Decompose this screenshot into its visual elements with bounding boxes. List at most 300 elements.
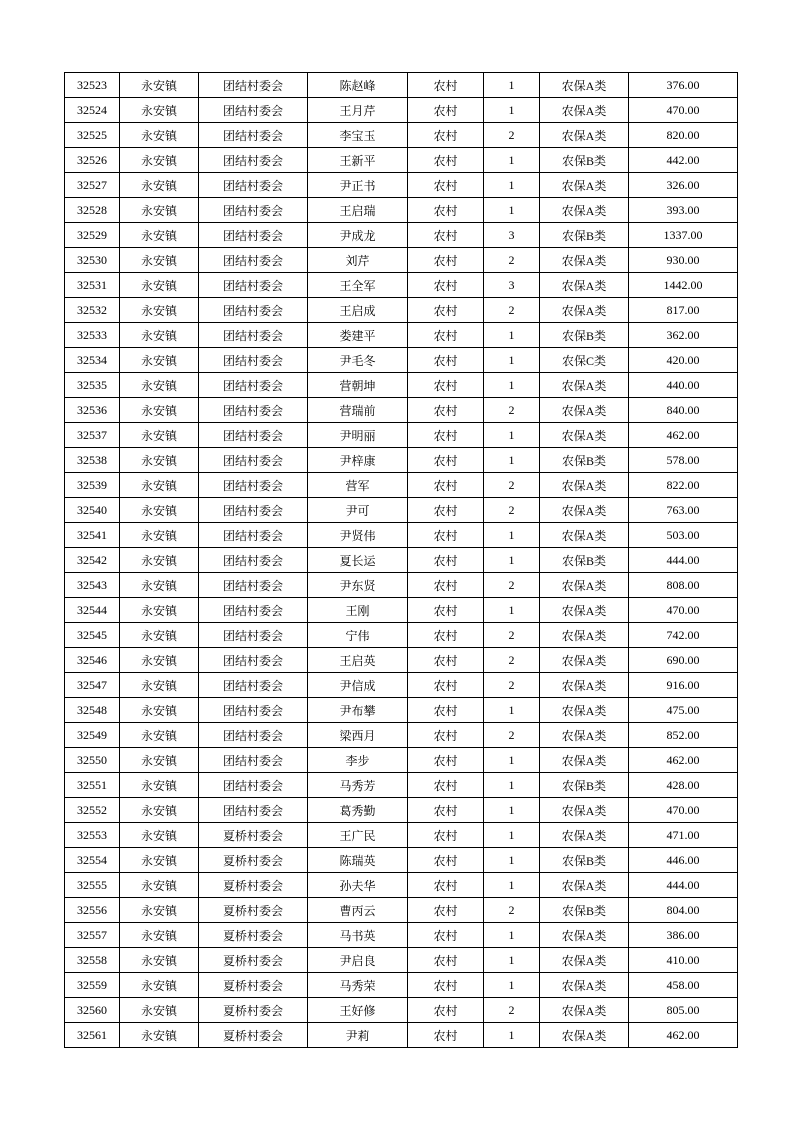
table-row	[65, 748, 738, 773]
table-row	[65, 373, 738, 398]
cell-record-id: 32531	[65, 273, 120, 298]
cell-person-name: 尹布攀	[308, 698, 408, 723]
cell-residence-type: 农村	[408, 373, 484, 398]
cell-person-name: 尹莉	[308, 1023, 408, 1048]
cell-person-count: 2	[484, 648, 540, 673]
cell-record-id: 32523	[65, 73, 120, 98]
cell-person-count: 3	[484, 273, 540, 298]
cell-insurance-category: 农保A类	[540, 923, 629, 948]
cell-record-id: 32561	[65, 1023, 120, 1048]
cell-insurance-category: 农保B类	[540, 548, 629, 573]
cell-residence-type: 农村	[408, 298, 484, 323]
cell-person-name: 尹启良	[308, 948, 408, 973]
table-row	[65, 698, 738, 723]
cell-amount: 916.00	[629, 673, 738, 698]
cell-person-count: 1	[484, 423, 540, 448]
cell-insurance-category: 农保A类	[540, 423, 629, 448]
cell-amount: 440.00	[629, 373, 738, 398]
cell-amount: 578.00	[629, 448, 738, 473]
cell-amount: 475.00	[629, 698, 738, 723]
cell-record-id: 32540	[65, 498, 120, 523]
cell-person-name: 宁伟	[308, 623, 408, 648]
cell-residence-type: 农村	[408, 498, 484, 523]
cell-village-committee: 团结村委会	[199, 798, 308, 823]
cell-village-committee: 团结村委会	[199, 723, 308, 748]
cell-residence-type: 农村	[408, 898, 484, 923]
cell-person-name: 王新平	[308, 148, 408, 173]
cell-record-id: 32537	[65, 423, 120, 448]
cell-insurance-category: 农保A类	[540, 973, 629, 998]
cell-village-committee: 夏桥村委会	[199, 823, 308, 848]
cell-village-committee: 团结村委会	[199, 98, 308, 123]
cell-person-name: 尹可	[308, 498, 408, 523]
cell-person-count: 2	[484, 723, 540, 748]
cell-insurance-category: 农保A类	[540, 98, 629, 123]
cell-amount: 446.00	[629, 848, 738, 873]
cell-town: 永安镇	[120, 148, 199, 173]
cell-insurance-category: 农保A类	[540, 723, 629, 748]
cell-person-name: 陈赵峰	[308, 73, 408, 98]
cell-person-count: 1	[484, 798, 540, 823]
cell-person-count: 1	[484, 348, 540, 373]
cell-record-id: 32534	[65, 348, 120, 373]
table-row	[65, 798, 738, 823]
cell-village-committee: 夏桥村委会	[199, 898, 308, 923]
cell-person-count: 2	[484, 998, 540, 1023]
cell-record-id: 32528	[65, 198, 120, 223]
cell-person-count: 1	[484, 1023, 540, 1048]
cell-record-id: 32526	[65, 148, 120, 173]
table-row	[65, 148, 738, 173]
cell-record-id: 32546	[65, 648, 120, 673]
cell-insurance-category: 农保A类	[540, 673, 629, 698]
cell-record-id: 32554	[65, 848, 120, 873]
cell-town: 永安镇	[120, 248, 199, 273]
cell-person-count: 1	[484, 773, 540, 798]
cell-record-id: 32552	[65, 798, 120, 823]
cell-town: 永安镇	[120, 648, 199, 673]
cell-village-committee: 夏桥村委会	[199, 973, 308, 998]
cell-amount: 376.00	[629, 73, 738, 98]
cell-insurance-category: 农保A类	[540, 523, 629, 548]
cell-amount: 1337.00	[629, 223, 738, 248]
cell-insurance-category: 农保B类	[540, 898, 629, 923]
cell-residence-type: 农村	[408, 473, 484, 498]
cell-insurance-category: 农保A类	[540, 198, 629, 223]
cell-insurance-category: 农保A类	[540, 623, 629, 648]
cell-residence-type: 农村	[408, 648, 484, 673]
cell-residence-type: 农村	[408, 873, 484, 898]
cell-record-id: 32538	[65, 448, 120, 473]
cell-record-id: 32530	[65, 248, 120, 273]
cell-residence-type: 农村	[408, 848, 484, 873]
cell-insurance-category: 农保B类	[540, 848, 629, 873]
cell-amount: 503.00	[629, 523, 738, 548]
table-row	[65, 773, 738, 798]
table-row	[65, 473, 738, 498]
cell-town: 永安镇	[120, 623, 199, 648]
cell-town: 永安镇	[120, 798, 199, 823]
cell-insurance-category: 农保A类	[540, 173, 629, 198]
cell-residence-type: 农村	[408, 698, 484, 723]
cell-amount: 471.00	[629, 823, 738, 848]
cell-insurance-category: 农保A类	[540, 823, 629, 848]
cell-town: 永安镇	[120, 473, 199, 498]
cell-record-id: 32555	[65, 873, 120, 898]
cell-amount: 462.00	[629, 423, 738, 448]
cell-person-name: 尹梓康	[308, 448, 408, 473]
table-row	[65, 173, 738, 198]
cell-village-committee: 团结村委会	[199, 348, 308, 373]
table-row	[65, 423, 738, 448]
cell-amount: 690.00	[629, 648, 738, 673]
cell-residence-type: 农村	[408, 98, 484, 123]
table-row	[65, 448, 738, 473]
cell-residence-type: 农村	[408, 348, 484, 373]
cell-village-committee: 夏桥村委会	[199, 873, 308, 898]
cell-person-count: 2	[484, 248, 540, 273]
cell-person-name: 李步	[308, 748, 408, 773]
cell-town: 永安镇	[120, 548, 199, 573]
cell-town: 永安镇	[120, 773, 199, 798]
cell-person-name: 尹贤伟	[308, 523, 408, 548]
cell-residence-type: 农村	[408, 973, 484, 998]
table-row	[65, 973, 738, 998]
cell-town: 永安镇	[120, 223, 199, 248]
cell-person-count: 1	[484, 948, 540, 973]
cell-residence-type: 农村	[408, 998, 484, 1023]
cell-town: 永安镇	[120, 373, 199, 398]
cell-amount: 428.00	[629, 773, 738, 798]
cell-village-committee: 团结村委会	[199, 673, 308, 698]
cell-town: 永安镇	[120, 498, 199, 523]
table-row	[65, 1023, 738, 1048]
cell-town: 永安镇	[120, 873, 199, 898]
cell-amount: 804.00	[629, 898, 738, 923]
cell-person-count: 1	[484, 823, 540, 848]
cell-insurance-category: 农保A类	[540, 598, 629, 623]
cell-person-name: 尹东贤	[308, 573, 408, 598]
cell-person-name: 孙夫华	[308, 873, 408, 898]
cell-residence-type: 农村	[408, 948, 484, 973]
cell-record-id: 32532	[65, 298, 120, 323]
cell-residence-type: 农村	[408, 598, 484, 623]
cell-record-id: 32543	[65, 573, 120, 598]
cell-village-committee: 团结村委会	[199, 373, 308, 398]
cell-person-name: 王启瑞	[308, 198, 408, 223]
cell-person-count: 2	[484, 623, 540, 648]
cell-amount: 362.00	[629, 323, 738, 348]
cell-record-id: 32535	[65, 373, 120, 398]
cell-person-name: 尹信成	[308, 673, 408, 698]
cell-person-count: 1	[484, 848, 540, 873]
cell-amount: 410.00	[629, 948, 738, 973]
cell-amount: 930.00	[629, 248, 738, 273]
cell-residence-type: 农村	[408, 148, 484, 173]
cell-record-id: 32533	[65, 323, 120, 348]
cell-person-count: 1	[484, 98, 540, 123]
cell-village-committee: 团结村委会	[199, 698, 308, 723]
cell-amount: 458.00	[629, 973, 738, 998]
cell-insurance-category: 农保A类	[540, 373, 629, 398]
cell-residence-type: 农村	[408, 748, 484, 773]
table-row	[65, 98, 738, 123]
cell-person-count: 2	[484, 673, 540, 698]
table-row	[65, 848, 738, 873]
cell-village-committee: 团结村委会	[199, 173, 308, 198]
cell-person-name: 夏长运	[308, 548, 408, 573]
cell-person-count: 2	[484, 573, 540, 598]
cell-town: 永安镇	[120, 973, 199, 998]
cell-record-id: 32557	[65, 923, 120, 948]
cell-village-committee: 团结村委会	[199, 498, 308, 523]
cell-village-committee: 团结村委会	[199, 423, 308, 448]
cell-village-committee: 团结村委会	[199, 473, 308, 498]
cell-person-name: 王刚	[308, 598, 408, 623]
table-row	[65, 223, 738, 248]
cell-village-committee: 夏桥村委会	[199, 948, 308, 973]
cell-person-name: 尹毛冬	[308, 348, 408, 373]
cell-amount: 822.00	[629, 473, 738, 498]
cell-person-name: 刘芹	[308, 248, 408, 273]
cell-town: 永安镇	[120, 698, 199, 723]
cell-record-id: 32553	[65, 823, 120, 848]
cell-record-id: 32539	[65, 473, 120, 498]
cell-insurance-category: 农保B类	[540, 148, 629, 173]
cell-person-count: 2	[484, 123, 540, 148]
cell-insurance-category: 农保B类	[540, 448, 629, 473]
cell-person-name: 王广民	[308, 823, 408, 848]
cell-insurance-category: 农保A类	[540, 948, 629, 973]
cell-residence-type: 农村	[408, 823, 484, 848]
cell-record-id: 32524	[65, 98, 120, 123]
cell-insurance-category: 农保A类	[540, 398, 629, 423]
cell-record-id: 32556	[65, 898, 120, 923]
cell-person-count: 1	[484, 548, 540, 573]
cell-person-count: 1	[484, 598, 540, 623]
table-row	[65, 548, 738, 573]
table-row	[65, 323, 738, 348]
cell-town: 永安镇	[120, 523, 199, 548]
cell-record-id: 32558	[65, 948, 120, 973]
cell-record-id: 32559	[65, 973, 120, 998]
cell-person-count: 2	[484, 898, 540, 923]
cell-insurance-category: 农保A类	[540, 798, 629, 823]
cell-person-name: 曹丙云	[308, 898, 408, 923]
cell-person-count: 1	[484, 873, 540, 898]
cell-village-committee: 团结村委会	[199, 623, 308, 648]
table-row	[65, 523, 738, 548]
cell-insurance-category: 农保A类	[540, 123, 629, 148]
cell-person-count: 1	[484, 923, 540, 948]
cell-person-count: 1	[484, 748, 540, 773]
cell-amount: 817.00	[629, 298, 738, 323]
table-row	[65, 73, 738, 98]
cell-residence-type: 农村	[408, 198, 484, 223]
cell-amount: 444.00	[629, 873, 738, 898]
cell-village-committee: 团结村委会	[199, 298, 308, 323]
cell-insurance-category: 农保A类	[540, 998, 629, 1023]
cell-town: 永安镇	[120, 948, 199, 973]
cell-person-name: 马书英	[308, 923, 408, 948]
cell-person-name: 王启英	[308, 648, 408, 673]
cell-amount: 442.00	[629, 148, 738, 173]
cell-record-id: 32549	[65, 723, 120, 748]
cell-village-committee: 团结村委会	[199, 123, 308, 148]
cell-person-name: 李宝玉	[308, 123, 408, 148]
cell-record-id: 32547	[65, 673, 120, 698]
cell-village-committee: 团结村委会	[199, 598, 308, 623]
cell-residence-type: 农村	[408, 623, 484, 648]
table-row	[65, 873, 738, 898]
cell-village-committee: 团结村委会	[199, 248, 308, 273]
cell-person-count: 2	[484, 298, 540, 323]
cell-village-committee: 团结村委会	[199, 148, 308, 173]
cell-residence-type: 农村	[408, 248, 484, 273]
table-row	[65, 648, 738, 673]
cell-record-id: 32545	[65, 623, 120, 648]
cell-town: 永安镇	[120, 723, 199, 748]
cell-town: 永安镇	[120, 173, 199, 198]
cell-residence-type: 农村	[408, 573, 484, 598]
cell-village-committee: 团结村委会	[199, 223, 308, 248]
cell-village-committee: 团结村委会	[199, 523, 308, 548]
cell-residence-type: 农村	[408, 423, 484, 448]
cell-insurance-category: 农保A类	[540, 648, 629, 673]
cell-record-id: 32544	[65, 598, 120, 623]
table-row	[65, 598, 738, 623]
cell-person-count: 1	[484, 198, 540, 223]
cell-village-committee: 团结村委会	[199, 548, 308, 573]
cell-residence-type: 农村	[408, 123, 484, 148]
cell-person-count: 1	[484, 373, 540, 398]
cell-person-name: 尹成龙	[308, 223, 408, 248]
cell-town: 永安镇	[120, 323, 199, 348]
cell-amount: 470.00	[629, 598, 738, 623]
cell-amount: 1442.00	[629, 273, 738, 298]
cell-amount: 393.00	[629, 198, 738, 223]
cell-town: 永安镇	[120, 423, 199, 448]
cell-amount: 763.00	[629, 498, 738, 523]
cell-person-name: 王好修	[308, 998, 408, 1023]
cell-insurance-category: 农保A类	[540, 573, 629, 598]
table-row	[65, 898, 738, 923]
table-row	[65, 998, 738, 1023]
benefits-table-body	[65, 73, 738, 1048]
cell-person-name: 马秀荣	[308, 973, 408, 998]
cell-amount: 470.00	[629, 98, 738, 123]
cell-residence-type: 农村	[408, 448, 484, 473]
table-row	[65, 948, 738, 973]
table-row	[65, 723, 738, 748]
cell-residence-type: 农村	[408, 548, 484, 573]
cell-person-name: 营军	[308, 473, 408, 498]
cell-amount: 852.00	[629, 723, 738, 748]
cell-record-id: 32527	[65, 173, 120, 198]
cell-insurance-category: 农保C类	[540, 348, 629, 373]
cell-person-count: 2	[484, 498, 540, 523]
cell-town: 永安镇	[120, 923, 199, 948]
cell-record-id: 32541	[65, 523, 120, 548]
cell-town: 永安镇	[120, 1023, 199, 1048]
cell-town: 永安镇	[120, 823, 199, 848]
cell-town: 永安镇	[120, 123, 199, 148]
cell-town: 永安镇	[120, 573, 199, 598]
cell-person-count: 1	[484, 448, 540, 473]
cell-insurance-category: 农保A类	[540, 873, 629, 898]
cell-town: 永安镇	[120, 98, 199, 123]
cell-town: 永安镇	[120, 348, 199, 373]
cell-village-committee: 团结村委会	[199, 648, 308, 673]
cell-person-name: 王月芹	[308, 98, 408, 123]
cell-village-committee: 团结村委会	[199, 273, 308, 298]
cell-residence-type: 农村	[408, 73, 484, 98]
cell-person-name: 马秀芳	[308, 773, 408, 798]
cell-person-count: 1	[484, 698, 540, 723]
cell-residence-type: 农村	[408, 723, 484, 748]
cell-town: 永安镇	[120, 748, 199, 773]
cell-amount: 820.00	[629, 123, 738, 148]
cell-record-id: 32550	[65, 748, 120, 773]
cell-residence-type: 农村	[408, 398, 484, 423]
cell-record-id: 32548	[65, 698, 120, 723]
table-row	[65, 923, 738, 948]
cell-town: 永安镇	[120, 448, 199, 473]
cell-village-committee: 团结村委会	[199, 573, 308, 598]
cell-insurance-category: 农保A类	[540, 1023, 629, 1048]
cell-residence-type: 农村	[408, 223, 484, 248]
cell-insurance-category: 农保B类	[540, 773, 629, 798]
cell-amount: 805.00	[629, 998, 738, 1023]
cell-person-name: 葛秀勤	[308, 798, 408, 823]
cell-record-id: 32525	[65, 123, 120, 148]
cell-insurance-category: 农保A类	[540, 748, 629, 773]
table-row	[65, 398, 738, 423]
cell-amount: 326.00	[629, 173, 738, 198]
cell-person-name: 营朝坤	[308, 373, 408, 398]
cell-town: 永安镇	[120, 73, 199, 98]
cell-residence-type: 农村	[408, 798, 484, 823]
cell-town: 永安镇	[120, 898, 199, 923]
cell-person-name: 陈瑞英	[308, 848, 408, 873]
cell-residence-type: 农村	[408, 923, 484, 948]
cell-town: 永安镇	[120, 673, 199, 698]
cell-residence-type: 农村	[408, 673, 484, 698]
table-row	[65, 273, 738, 298]
cell-person-name: 营瑞前	[308, 398, 408, 423]
table-row	[65, 823, 738, 848]
cell-residence-type: 农村	[408, 173, 484, 198]
cell-town: 永安镇	[120, 998, 199, 1023]
cell-village-committee: 夏桥村委会	[199, 848, 308, 873]
cell-amount: 808.00	[629, 573, 738, 598]
table-row	[65, 348, 738, 373]
cell-amount: 840.00	[629, 398, 738, 423]
cell-town: 永安镇	[120, 298, 199, 323]
cell-amount: 742.00	[629, 623, 738, 648]
cell-town: 永安镇	[120, 273, 199, 298]
cell-town: 永安镇	[120, 398, 199, 423]
cell-insurance-category: 农保A类	[540, 498, 629, 523]
cell-person-count: 1	[484, 973, 540, 998]
cell-person-name: 梁西月	[308, 723, 408, 748]
table-row	[65, 198, 738, 223]
cell-insurance-category: 农保A类	[540, 248, 629, 273]
cell-record-id: 32560	[65, 998, 120, 1023]
cell-village-committee: 夏桥村委会	[199, 1023, 308, 1048]
cell-town: 永安镇	[120, 598, 199, 623]
cell-insurance-category: 农保B类	[540, 323, 629, 348]
